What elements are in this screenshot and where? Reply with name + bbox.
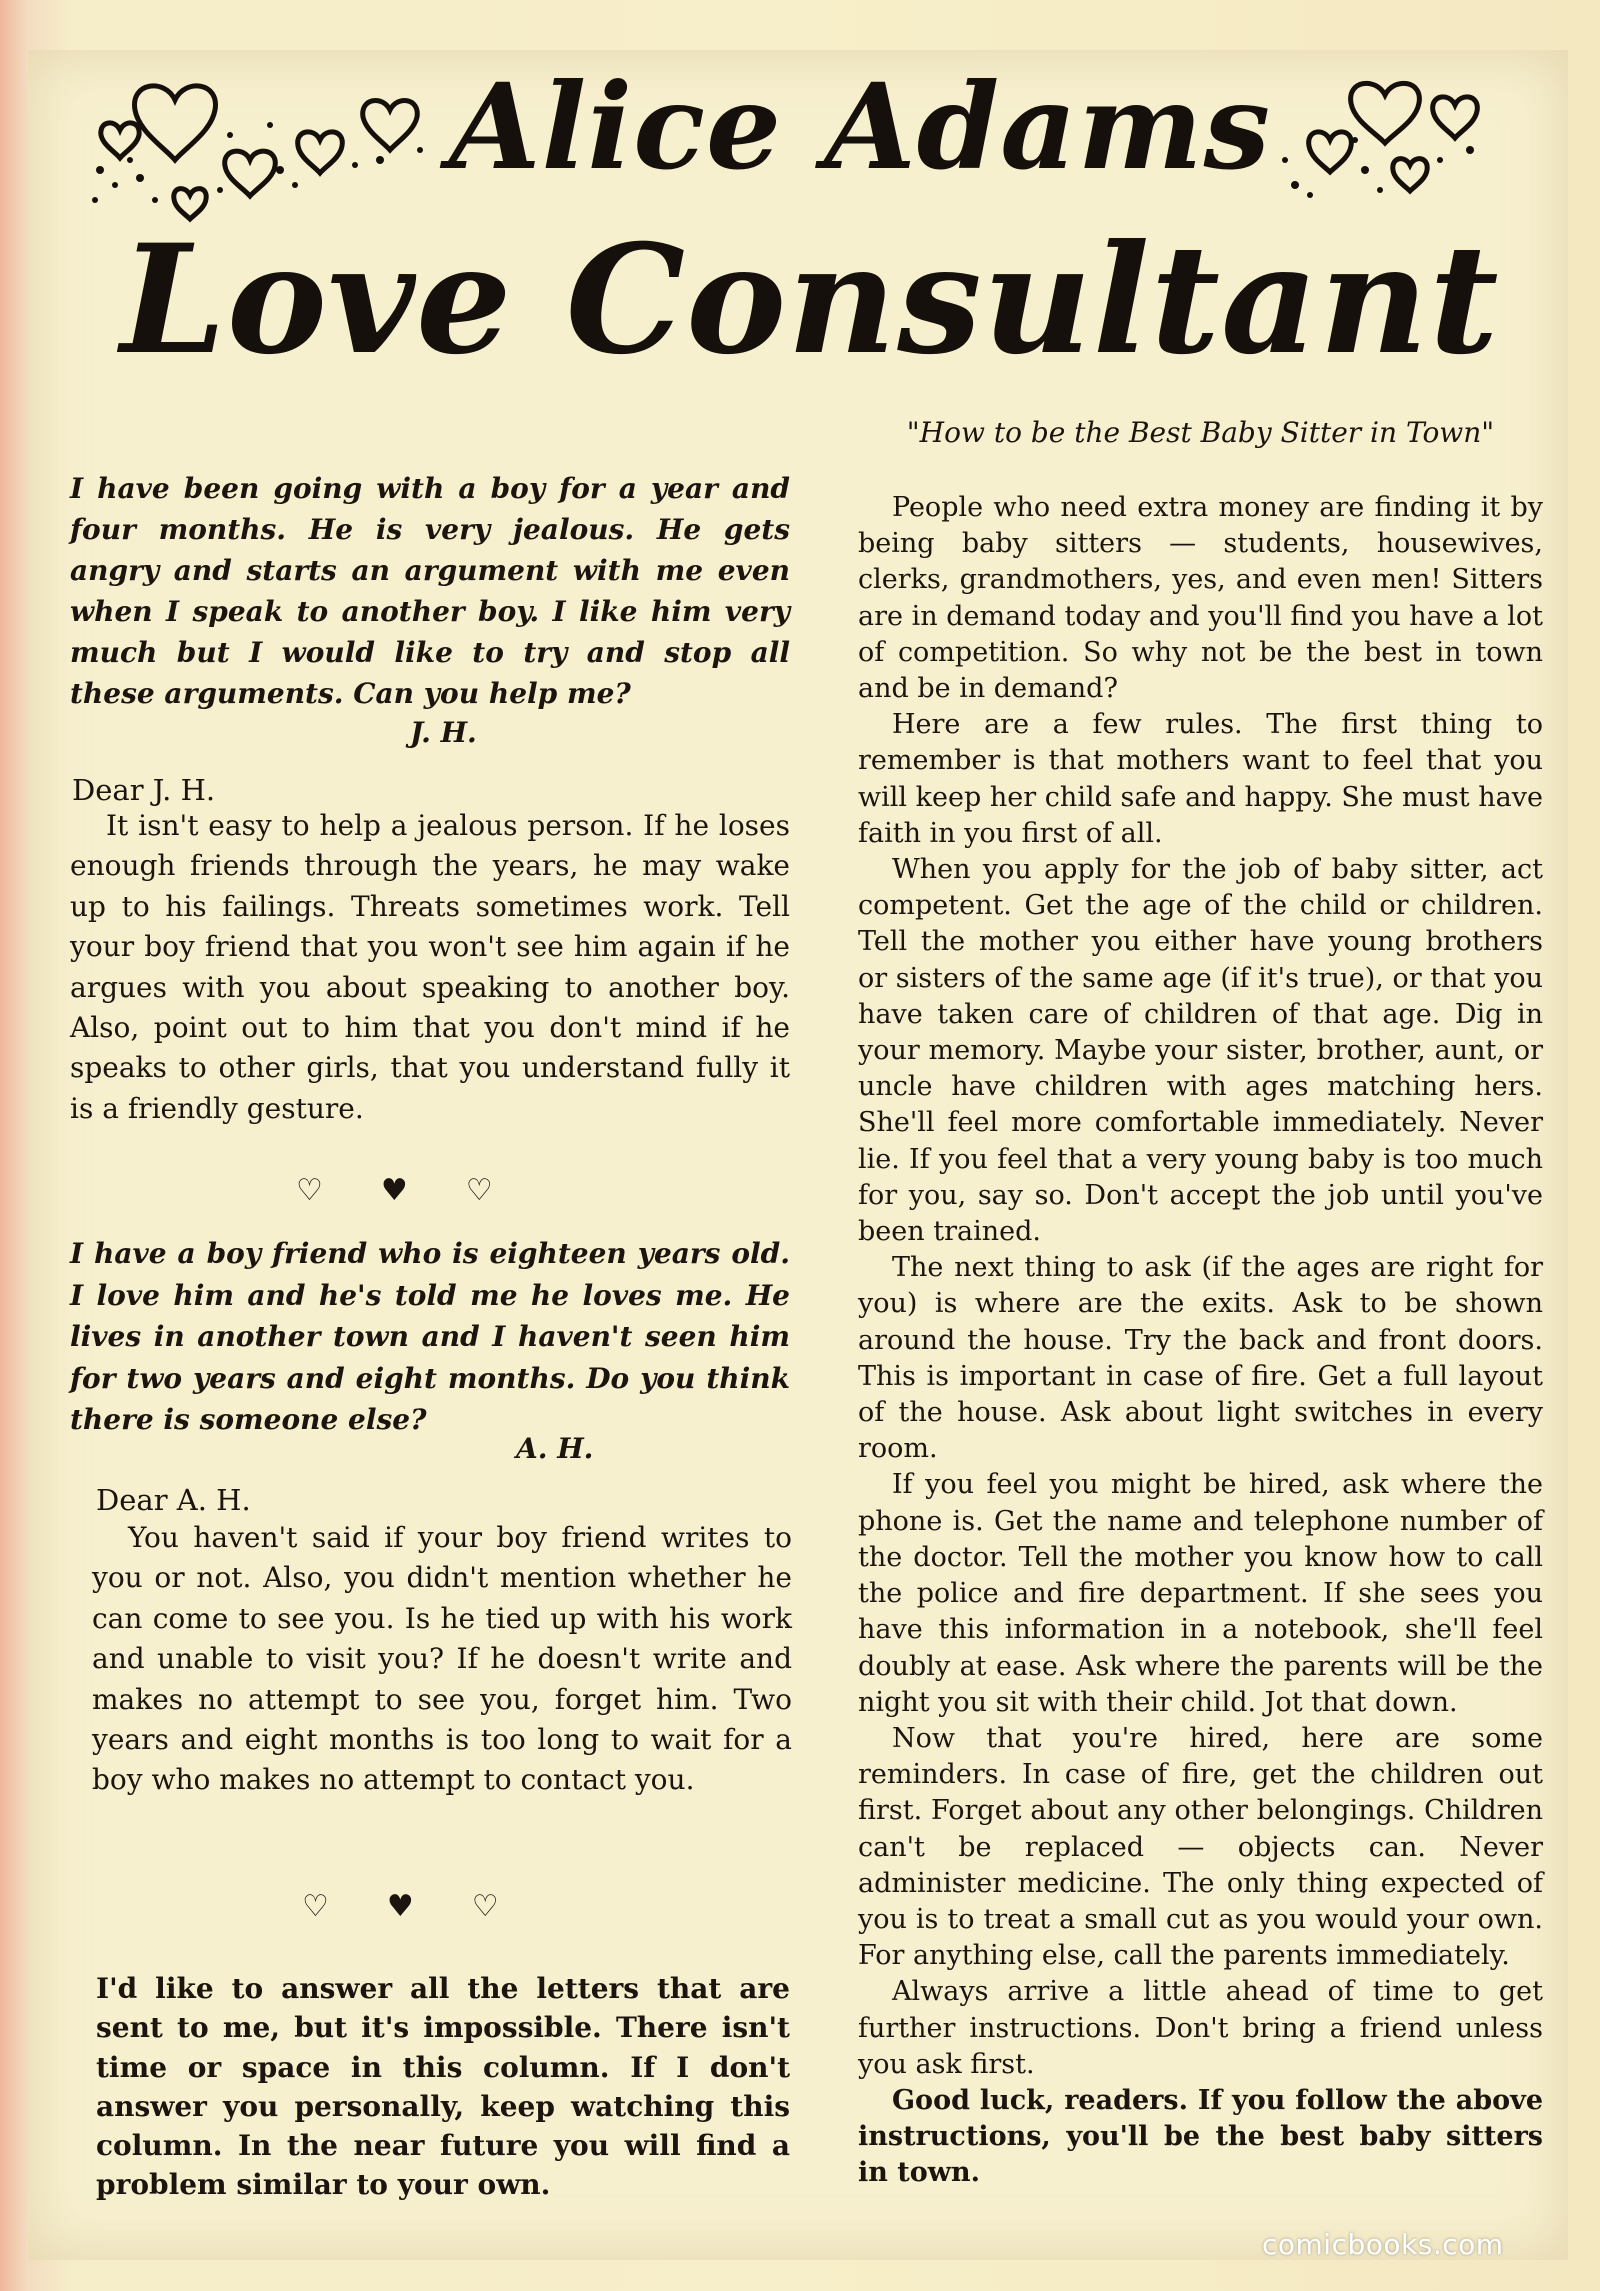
letter-2-signature: A. H. xyxy=(516,1432,594,1465)
hearts-divider-2: ♡♥♡ xyxy=(302,1889,557,1924)
article-paragraph: Good luck, readers. If you follow the above instructions, you'll be the best baby sitters in town. xyxy=(858,2084,1543,2189)
letter-1-signature: J. H. xyxy=(410,716,477,749)
column-notice: I'd like to answer all the letters that are sent to me, but it's impossible. There isn't time or space in this column. If I don't answer you personally, keep watching this column. In the near future you will find a problem similar to your own. xyxy=(96,1972,790,2202)
reply-2-text: You haven't said if your boy friend writes to you or not. Also, you didn't mention whether he can come to see you. Is he tied up with his work and unable to visit you? If he doesn't write and makes no attempt to see you, forget him. Two years and eight months is too long to wait for a boy who makes no attempt to contact you. xyxy=(92,1521,792,1797)
article-paragraph: When you apply for the job of baby sitter, act competent. Get the age of the child or children. Tell the mother you either have young brothers or sisters of the same age (if it's true), or that you have taken care of children of that age. Dig in your memory. Maybe your sister, brother, aunt, or uncle have children with ages matching hers. She'll feel more comfortable immediately. Never lie. If you feel that a very young baby is too much for you, say so. Don't accept the job until you've been trained. xyxy=(858,854,1543,1248)
article-title: "How to be the Best Baby Sitter in Town" xyxy=(906,416,1495,449)
reader-letter-2: I have a boy friend who is eighteen years old. I love him and he's told me he loves me. He lives in another town and I haven't seen him for two years and eight months. Do you think there is someone else? xyxy=(70,1237,790,1436)
reply-2-salutation: Dear A. H. xyxy=(96,1483,251,1517)
reply-1-text: It isn't easy to help a jealous person. If he loses enough friends through the years, he may wake up to his failings. Threats sometimes work. Tell your boy friend that you won't see him again if he argues with you about speaking to another boy. Also, point out to him that you don't mind if he speaks to other girls, that you understand fully it is a friendly gesture. xyxy=(70,809,790,1125)
article-paragraph: Here are a few rules. The first thing to remember is that mothers want to feel that you will keep her child safe and happy. She must have faith in you first of all. xyxy=(858,709,1543,849)
title-line-2: Love Consultant xyxy=(120,212,1500,388)
article-paragraph: Always arrive a little ahead of time to get further instructions. Don't bring a friend unless you ask first. xyxy=(858,1976,1543,2080)
article-body xyxy=(858,490,1543,2192)
title-line-1: Alice Adams xyxy=(448,57,1272,196)
reply-1-salutation: Dear J. H. xyxy=(72,773,216,807)
site-watermark: comicbooks.com xyxy=(1262,2228,1504,2261)
article-paragraph: Now that you're hired, here are some reminders. In case of fire, get the children out first. Forget about any other belongings. Children can't be replaced — objects can. Never administer medicine. The only thing expected of you is to treat a small cut as you would your own. For anything else, call the parents immediately. xyxy=(858,1722,1543,1972)
article-paragraph: The next thing to ask (if the ages are right for you) is where are the exits. Ask to be shown around the house. Try the back and front doors. This is important in case of fire. Get a full layout of the house. Ask about light switches in every room. xyxy=(858,1252,1543,1465)
article-paragraph: People who need extra money are finding it by being baby sitters — students, housewives, clerks, grandmothers, yes, and even men! Sitters are in demand today and you'll find you have a lot of competition. So why not be the best in town and be in demand? xyxy=(858,492,1543,705)
reader-letter-1: I have been going with a boy for a year and four months. He is very jealous. He gets angry and starts an argument with me even when I speak to another boy. I like him very much but I would like to try and stop all these arguments. Can you help me? xyxy=(70,472,790,710)
article-paragraph: If you feel you might be hired, ask where the phone is. Get the name and telephone number of the doctor. Tell the mother you know how to call the police and fire department. If she sees you have this information in a notebook, she'll feel doubly at ease. Ask where the parents will be the night you sit with their child. Jot that down. xyxy=(858,1469,1543,1718)
hearts-divider-1: ♡♥♡ xyxy=(296,1173,551,1208)
